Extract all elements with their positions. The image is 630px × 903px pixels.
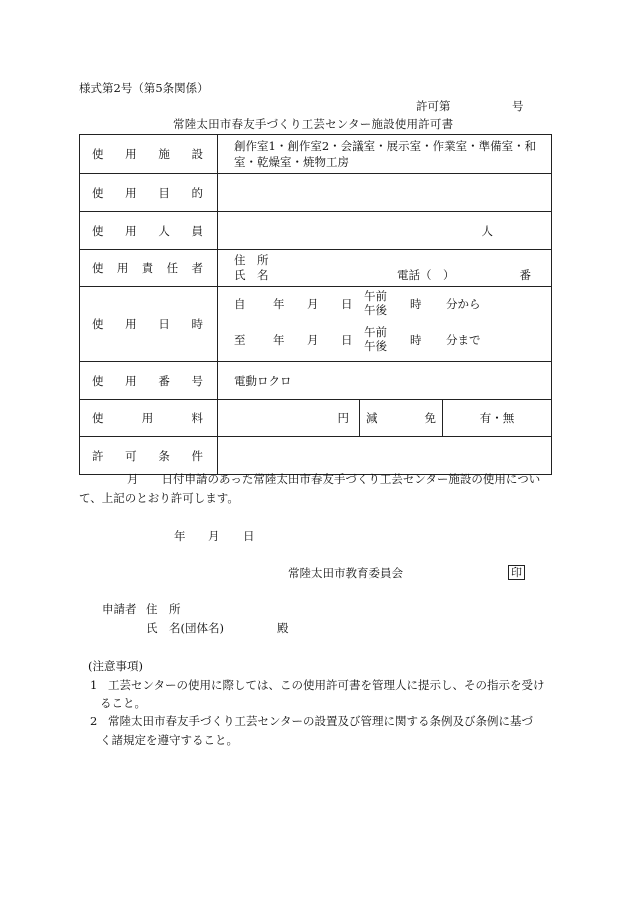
body-line-2: て、上記のとおり許可します。 — [79, 491, 239, 505]
to-lead: 至 — [234, 333, 246, 347]
dates-label: 使 用 日 時 — [92, 317, 203, 331]
conditions-field[interactable] — [218, 437, 552, 475]
purpose-label: 使 用 目 的 — [92, 185, 203, 200]
row-purpose — [80, 174, 552, 212]
note-2-number: 2 — [90, 714, 98, 728]
body-line-1: 月 日付申請のあった常陸太田市春友手づくり工芸センター施設の使用につい — [127, 472, 541, 486]
date-month: 月 — [208, 529, 220, 543]
from-day: 日 — [341, 297, 353, 311]
number-field[interactable]: 電動ロクロ — [218, 362, 552, 400]
dates-to-line — [218, 324, 551, 361]
document-title: 常陸太田市春友手づくり工芸センター施設使用許可書 — [173, 117, 454, 131]
date-year: 年 — [174, 529, 186, 543]
from-am: 午前 — [364, 289, 387, 303]
dates-field[interactable] — [218, 287, 552, 362]
permit-form-table — [79, 134, 552, 475]
responsible-field[interactable] — [218, 250, 552, 287]
applicant-label: 申請者 — [102, 602, 137, 616]
official-seal — [508, 566, 525, 580]
row-fee — [80, 400, 552, 437]
row-persons — [80, 212, 552, 250]
to-year: 年 — [273, 333, 285, 347]
to-am: 午前 — [364, 325, 387, 339]
note-2-line2: く諸規定を遵守すること。 — [100, 733, 238, 747]
purpose-field[interactable] — [218, 174, 552, 212]
applicant-honorific: 殿 — [277, 621, 289, 635]
note-1-line1: 工芸センターの使用に際しては、この使用許可書を管理人に提示し、その指示を受け — [108, 678, 545, 692]
date-day: 日 — [243, 529, 255, 543]
issuer-name: 常陸太田市教育委員会 — [288, 566, 403, 580]
from-pm: 午後 — [364, 303, 387, 317]
permit-number-suffix: 号 — [512, 99, 524, 113]
permit-number-prefix: 許可第 — [416, 99, 451, 113]
note-1-number: 1 — [90, 678, 98, 692]
from-minute: 分から — [446, 297, 481, 311]
to-month: 月 — [307, 333, 319, 347]
form-reference: 様式第2号（第5条関係） — [79, 81, 209, 95]
facility-options-line1: 創作室1・創作室2・会議室・展示室・作業室・準備室・和 — [234, 139, 537, 153]
facility-label: 使 用 施 設 — [92, 147, 203, 161]
persons-field[interactable] — [218, 212, 552, 250]
persons-unit: 人 — [481, 223, 493, 238]
row-dates — [80, 287, 552, 362]
from-lead: 自 — [234, 297, 246, 311]
from-year: 年 — [273, 297, 285, 311]
note-1-line2: ること。 — [100, 696, 146, 710]
row-number — [80, 362, 552, 400]
fee-field[interactable] — [218, 400, 360, 437]
responsible-address-label: 住 所 — [234, 253, 269, 267]
to-hour: 時 — [410, 333, 422, 347]
to-day: 日 — [341, 333, 353, 347]
applicant-name-label: 氏 名(団体名) — [146, 621, 224, 635]
fee-label: 使 用 料 — [92, 411, 203, 425]
reduction-field[interactable]: 有・無 — [443, 400, 552, 437]
note-2-line1: 常陸太田市春友手づくり工芸センターの設置及び管理に関する条例及び条例に基づ — [108, 714, 534, 728]
row-facility — [80, 135, 552, 174]
row-conditions — [80, 437, 552, 475]
responsible-ban-label: 番 — [519, 268, 531, 282]
row-responsible — [80, 250, 552, 287]
conditions-label: 許 可 条 件 — [92, 448, 203, 463]
notes-heading: (注意事項) — [88, 659, 143, 673]
responsible-name-label: 氏 名 — [234, 268, 269, 282]
number-label: 使 用 番 号 — [92, 373, 203, 388]
responsible-tel-label: 電話（ ） — [397, 268, 455, 282]
reduction-label: 減 免 — [366, 411, 436, 425]
applicant-address-label: 住 所 — [146, 602, 181, 616]
facility-options-line2: 室・乾燥室・焼物工房 — [234, 155, 349, 169]
dates-from-line — [218, 287, 551, 324]
to-minute: 分まで — [446, 333, 481, 347]
fee-yen: 円 — [337, 411, 349, 425]
responsible-label: 使 用 責 任 者 — [92, 261, 203, 275]
from-hour: 時 — [410, 297, 422, 311]
seal-mark: 印 — [508, 565, 525, 580]
persons-label: 使 用 人 員 — [92, 223, 203, 238]
from-month: 月 — [307, 297, 319, 311]
to-pm: 午後 — [364, 339, 387, 353]
